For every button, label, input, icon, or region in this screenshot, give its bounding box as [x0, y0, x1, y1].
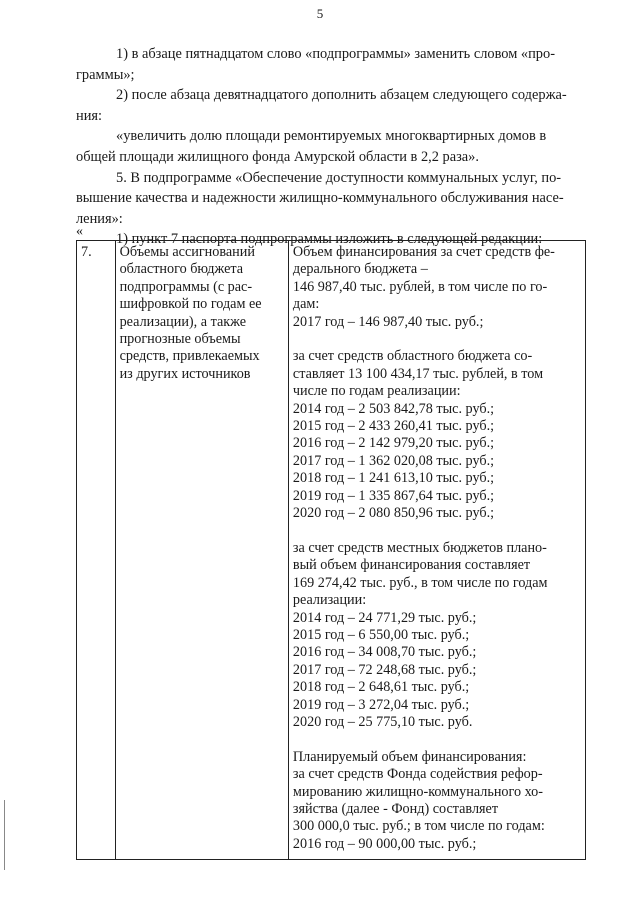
local-line: реализации: — [292, 592, 367, 609]
row-number-cell — [77, 241, 116, 860]
paragraph-line: ния: — [76, 107, 103, 124]
paragraph-line: 5. В подпрограмме «Обеспечение доступности коммунальных услуг, по- — [116, 169, 562, 186]
label-cell — [115, 241, 288, 860]
fund-line: мированию жилищно-коммунального хо- — [292, 783, 543, 800]
paragraph-line: вышение качества и надежности жилищно-коммунального обслуживания насе- — [76, 190, 564, 207]
local-year: 2014 год – 24 771,29 тыс. руб.; — [292, 609, 477, 626]
regional-block — [293, 348, 581, 522]
paragraph-3-quote — [76, 126, 598, 167]
fund-year: 2016 год – 90 000,00 тыс. руб.; — [292, 835, 477, 852]
spacer — [293, 522, 581, 539]
paragraph-line: 1) пункт 7 паспорта подпрограммы изложить в следующей редакции: — [116, 231, 543, 248]
label-line: подпрограммы (с рас- — [119, 278, 253, 295]
regional-year: 2019 год – 1 335 867,64 тыс. руб.; — [292, 487, 495, 504]
label-line: реализации), а также — [119, 313, 247, 330]
federal-line: дерального бюджета – — [292, 261, 428, 278]
federal-year: 2017 год – 146 987,40 тыс. руб.; — [292, 313, 484, 330]
local-line: 169 274,42 тыс. руб., в том числе по годам — [292, 574, 548, 591]
label-line: областного бюджета — [119, 261, 244, 278]
spacer — [293, 731, 581, 748]
label-line: из других источников — [119, 365, 251, 382]
paragraph-line: 2) после абзаца девятнадцатого дополнить абзацем следующего содержа- — [116, 87, 567, 104]
fund-line: 300 000,0 тыс. руб.; в том числе по годам: — [292, 818, 545, 835]
fund-line: Планируемый объем финансирования: — [292, 748, 527, 765]
federal-line: дам: — [292, 296, 320, 313]
regional-line: числе по годам реализации: — [292, 383, 461, 400]
local-year: 2017 год – 72 248,68 тыс. руб.; — [292, 661, 477, 678]
regional-year: 2018 год – 1 241 613,10 тыс. руб.; — [292, 470, 495, 487]
local-line: за счет средств местных бюджетов плано- — [292, 539, 547, 556]
table-row — [77, 241, 586, 860]
label-line: шифровкой по годам ее — [119, 296, 262, 313]
label-line: прогнозные объемы — [119, 331, 241, 348]
paragraph-line: «увеличить долю площади ремонтируемых многоквартирных домов в — [116, 128, 547, 145]
document-body — [76, 44, 598, 250]
label-line: средств, привлекаемых — [119, 348, 260, 365]
paragraph-2 — [76, 85, 598, 126]
fund-line: за счет средств Фонда содействия рефор- — [292, 766, 543, 783]
local-year: 2020 год – 25 775,10 тыс. руб. — [292, 713, 473, 730]
regional-year: 2014 год – 2 503 842,78 тыс. руб.; — [292, 400, 495, 417]
row-number: 7. — [81, 244, 92, 260]
federal-line: Объем финансирования за счет средств фе- — [292, 244, 555, 260]
scan-edge-mark — [4, 800, 5, 870]
paragraph-4 — [76, 168, 598, 230]
opening-quote-mark: « — [76, 224, 83, 239]
fund-line: зяйства (далее - Фонд) составляет — [292, 800, 499, 817]
regional-year: 2015 год – 2 433 260,41 тыс. руб.; — [292, 418, 495, 435]
local-year: 2018 год – 2 648,61 тыс. руб.; — [292, 679, 470, 696]
paragraph-line: ления»: — [76, 210, 123, 227]
financing-cell — [288, 241, 585, 860]
local-line: вый объем финансирования составляет — [292, 557, 531, 574]
paragraph-line: общей площади жилищного фонда Амурской области в 2,2 раза». — [76, 148, 479, 165]
regional-line: ставляет 13 100 434,17 тыс. рублей, в том — [292, 365, 544, 382]
regional-year: 2016 год – 2 142 979,20 тыс. руб.; — [292, 435, 495, 452]
regional-line: за счет средств областного бюджета со- — [292, 348, 533, 365]
spacer — [293, 331, 581, 348]
label-line: Объемы ассигнований — [119, 244, 255, 260]
federal-line: 146 987,40 тыс. рублей, в том числе по го- — [292, 278, 548, 295]
fund-block — [293, 749, 581, 853]
regional-year: 2017 год – 1 362 020,08 тыс. руб.; — [292, 452, 495, 469]
local-year: 2019 год – 3 272,04 тыс. руб.; — [292, 696, 470, 713]
paragraph-line: 1) в абзаце пятнадцатом слово «подпрограммы» заменить словом «про- — [116, 46, 555, 62]
local-year: 2016 год – 34 008,70 тыс. руб.; — [292, 644, 477, 661]
paragraph-line: граммы»; — [76, 66, 135, 83]
local-year: 2015 год – 6 550,00 тыс. руб.; — [292, 626, 470, 643]
regional-year: 2020 год – 2 080 850,96 тыс. руб.; — [292, 505, 495, 522]
paragraph-1 — [76, 44, 598, 85]
passport-table — [76, 240, 586, 860]
local-block — [293, 540, 581, 731]
page-number: 5 — [316, 6, 324, 21]
federal-block — [293, 244, 581, 331]
